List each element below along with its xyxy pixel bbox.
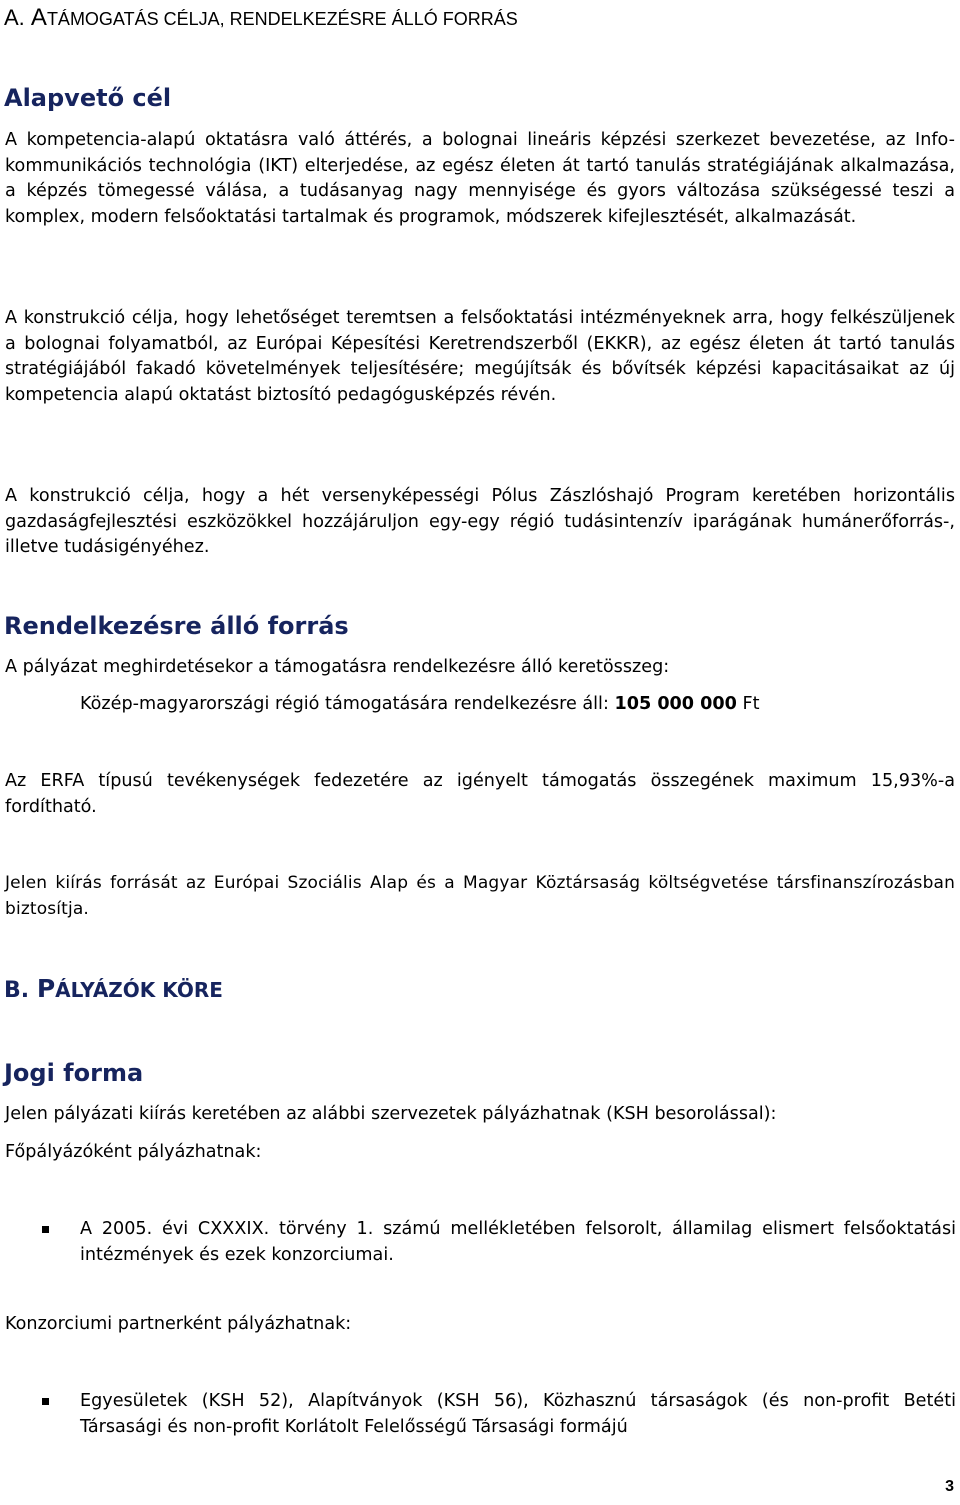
section-b-title-rest: ÁLYÁZÓK KÖRE <box>55 978 223 1002</box>
paragraph-alapveto-cel-1: A kompetencia-alapú oktatásra való áttérés, a bolognai lineáris képzési szerkezet bevezetése, az Info-kommunikációs technológia (IKT) elterjedése, az egész életen át tartó tanulás stratégiájának alkalmazása, a képzés tömegessé válása, a tudásanyag nagy mennyisége és gyors változása szükségessé teszi a komplex, modern felsőoktatási tartalmak és programok, módszerek kifejlesztését, alkalmazását. <box>5 130 955 227</box>
square-bullet-icon <box>42 1398 49 1405</box>
section-a-title-rest: TÁMOGATÁS CÉLJA, RENDELKEZÉSRE ÁLLÓ FORRÁS <box>46 9 518 29</box>
heading-jogi-forma: Jogi forma <box>4 1059 144 1087</box>
square-bullet-icon <box>42 1226 49 1233</box>
funding-region-label: Közép-magyarországi régió támogatására rendelkezésre áll: <box>80 694 609 714</box>
partners-label: Konzorciumi partnerként pályázhatnak: <box>5 1314 352 1334</box>
section-b-title-initial: P <box>36 974 56 1003</box>
page-number: 3 <box>945 1478 954 1495</box>
funding-intro: A pályázat meghirdetésekor a támogatásra rendelkezésre álló keretösszeg: <box>5 657 670 677</box>
paragraph-alapveto-cel-3: A konstrukció célja, hogy a hét versenyképességi Pólus Zászlóshajó Program keretében horizontális gazdaságfejlesztési eszközökkel hozzájáruljon egy-egy régió tudásintenzív iparágának humánerőforrás-, illetve tudásigényéhez. <box>5 486 955 558</box>
jogi-forma-intro: Jelen pályázati kiírás keretében az alábbi szervezetek pályázhatnak (KSH besorolással): <box>5 1104 777 1124</box>
section-a-title-initial: A <box>30 4 47 31</box>
main-applicant-text: A 2005. évi CXXXIX. törvény 1. számú mellékletében felsorolt, államilag elismert felsőoktatási intézmények és ezek konzorciumai. <box>80 1219 956 1265</box>
funding-currency: Ft <box>742 694 760 714</box>
section-b-letter: B. <box>4 978 30 1003</box>
section-a-letter: A. <box>4 5 25 30</box>
main-applicants-label: Főpályázóként pályázhatnak: <box>5 1142 262 1162</box>
heading-rendelkezesre-allo-forras: Rendelkezésre álló forrás <box>4 612 349 640</box>
funding-amount-line <box>80 692 760 718</box>
erfa-paragraph: Az ERFA típusú tevékenységek fedezetére az igényelt támogatás összegének maximum 15,93%-a fordítható. <box>5 771 955 817</box>
partner-text: Egyesületek (KSH 52), Alapítványok (KSH 56), Közhasznú társaságok (és non-profit Betéti Társasági és non-profit Korlátolt Felelősségű Társasági formájú <box>80 1391 956 1437</box>
heading-alapveto-cel: Alapvető cél <box>4 84 172 112</box>
funding-amount: 105 000 000 <box>614 694 737 714</box>
section-a-title <box>4 4 518 33</box>
section-b-title <box>4 975 223 1005</box>
paragraph-alapveto-cel-2: A konstrukció célja, hogy lehetőséget teremtsen a felsőoktatási intézményeknek arra, hogy felkészüljenek a bolognai folyamatból, az Európai Képesítési Keretrendszerből (EKKR), az egész életen át tartó tanulás stratégiájából fakadó követelmények teljesítésére; megújítsák és bővítsék képzési kapacitásaikat az új kompetencia alapú oktatást biztosító pedagógusképzés révén. <box>5 308 955 405</box>
funding-source-paragraph: Jelen kiírás forrását az Európai Szociális Alap és a Magyar Köztársaság költségvetése társfinanszírozásban biztosítja. <box>5 873 955 919</box>
